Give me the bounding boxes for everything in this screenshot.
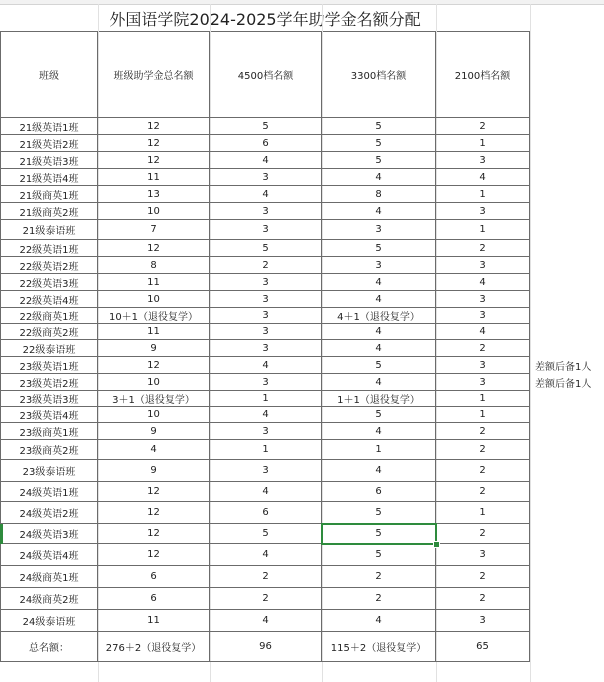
class-cell[interactable]: 24级英语1班: [0, 482, 98, 502]
total-quota-cell[interactable]: 9: [98, 423, 210, 440]
class-cell[interactable]: 23级英语1班: [0, 357, 98, 374]
tier-2100-cell[interactable]: 2: [436, 460, 530, 482]
tier-2100-cell[interactable]: 2: [436, 340, 530, 357]
total-quota-cell[interactable]: 12: [98, 482, 210, 502]
tier-3300-cell[interactable]: 5: [322, 407, 436, 423]
total-quota-cell[interactable]: 9: [98, 460, 210, 482]
tier-4500-cell[interactable]: 4: [210, 544, 322, 566]
tier-4500-cell[interactable]: 4: [210, 152, 322, 169]
total-quota-cell[interactable]: 12: [98, 524, 210, 544]
class-cell[interactable]: 21级英语1班: [0, 118, 98, 135]
class-cell[interactable]: 22级泰语班: [0, 340, 98, 357]
tier-4500-cell[interactable]: 4: [210, 186, 322, 203]
column-header[interactable]: 3300档名额: [322, 32, 436, 118]
column-header[interactable]: 2100档名额: [436, 32, 530, 118]
tier-4500-cell[interactable]: 5: [210, 240, 322, 257]
tier-4500-cell[interactable]: 5: [210, 118, 322, 135]
tier-3300-cell[interactable]: 3: [322, 257, 436, 274]
class-cell[interactable]: 22级英语2班: [0, 257, 98, 274]
tier-3300-cell[interactable]: 5: [322, 502, 436, 524]
tier-2100-cell[interactable]: 1: [436, 135, 530, 152]
tier-2100-cell[interactable]: 1: [436, 186, 530, 203]
total-quota-cell[interactable]: 10: [98, 291, 210, 308]
tier-2100-cell[interactable]: 2: [436, 566, 530, 588]
tier-3300-cell[interactable]: 1: [322, 440, 436, 460]
reserve-note[interactable]: 差额后备1人: [535, 361, 592, 373]
column-header[interactable]: 班级助学金总名额: [98, 32, 210, 118]
tier-4500-cell[interactable]: 2: [210, 566, 322, 588]
totals-cell[interactable]: 65: [436, 632, 530, 662]
class-cell[interactable]: 23级英语2班: [0, 374, 98, 391]
tier-4500-cell[interactable]: 3: [210, 274, 322, 291]
fill-handle[interactable]: [433, 541, 440, 548]
class-cell[interactable]: 21级英语3班: [0, 152, 98, 169]
active-row-marker: [0, 524, 3, 544]
tier-4500-cell[interactable]: 3: [210, 291, 322, 308]
tier-3300-cell[interactable]: 4: [322, 423, 436, 440]
tier-4500-cell[interactable]: 5: [210, 524, 322, 544]
tier-4500-cell[interactable]: 4: [210, 357, 322, 374]
total-quota-cell[interactable]: 9: [98, 340, 210, 357]
reserve-note[interactable]: 差额后备1人: [535, 378, 592, 390]
tier-4500-cell[interactable]: 4: [210, 610, 322, 632]
tier-3300-cell[interactable]: 4: [322, 291, 436, 308]
tier-4500-cell[interactable]: 1: [210, 440, 322, 460]
class-cell[interactable]: 21级英语2班: [0, 135, 98, 152]
class-cell[interactable]: 24级商英2班: [0, 588, 98, 610]
tier-4500-cell[interactable]: 3: [210, 308, 322, 324]
tier-3300-cell[interactable]: 4: [322, 340, 436, 357]
total-quota-cell[interactable]: 11: [98, 274, 210, 291]
total-quota-cell[interactable]: 7: [98, 220, 210, 240]
class-cell[interactable]: 24级英语2班: [0, 502, 98, 524]
tier-2100-cell[interactable]: 3: [436, 203, 530, 220]
tier-3300-cell[interactable]: 5: [322, 118, 436, 135]
total-quota-cell[interactable]: 11: [98, 610, 210, 632]
tier-2100-cell[interactable]: 2: [436, 588, 530, 610]
tier-3300-cell[interactable]: 4: [322, 324, 436, 340]
class-cell[interactable]: 22级英语1班: [0, 240, 98, 257]
tier-3300-cell[interactable]: 1＋1（退役复学）: [322, 391, 436, 407]
tier-3300-cell[interactable]: 4: [322, 203, 436, 220]
tier-3300-cell[interactable]: 5: [322, 152, 436, 169]
tier-3300-cell[interactable]: 4: [322, 274, 436, 291]
class-cell[interactable]: 22级商英1班: [0, 308, 98, 324]
totals-cell[interactable]: 96: [210, 632, 322, 662]
total-quota-cell[interactable]: 6: [98, 588, 210, 610]
tier-3300-cell[interactable]: 4: [322, 374, 436, 391]
total-quota-cell[interactable]: 11: [98, 324, 210, 340]
tier-3300-cell[interactable]: 5: [322, 544, 436, 566]
tier-2100-cell[interactable]: 3: [436, 544, 530, 566]
tier-4500-cell[interactable]: 6: [210, 135, 322, 152]
sheet-title[interactable]: 外国语学院2024-2025学年助学金名额分配: [0, 5, 530, 32]
total-quota-cell[interactable]: 6: [98, 566, 210, 588]
tier-3300-cell[interactable]: 5: [322, 524, 436, 544]
tier-4500-cell[interactable]: 3: [210, 324, 322, 340]
total-quota-cell[interactable]: 3＋1（退役复学）: [98, 391, 210, 407]
totals-cell[interactable]: 115＋2（退役复学）: [322, 632, 436, 662]
total-quota-cell[interactable]: 12: [98, 544, 210, 566]
tier-3300-cell[interactable]: 6: [322, 482, 436, 502]
tier-4500-cell[interactable]: 3: [210, 374, 322, 391]
total-quota-cell[interactable]: 10: [98, 407, 210, 423]
total-quota-cell[interactable]: 12: [98, 135, 210, 152]
total-quota-cell[interactable]: 12: [98, 357, 210, 374]
class-cell[interactable]: 24级商英1班: [0, 566, 98, 588]
class-cell[interactable]: 22级商英2班: [0, 324, 98, 340]
tier-2100-cell[interactable]: 3: [436, 291, 530, 308]
class-cell[interactable]: 24级英语4班: [0, 544, 98, 566]
class-cell[interactable]: 23级英语3班: [0, 391, 98, 407]
tier-3300-cell[interactable]: 5: [322, 357, 436, 374]
tier-4500-cell[interactable]: 6: [210, 502, 322, 524]
tier-2100-cell[interactable]: 2: [436, 423, 530, 440]
tier-2100-cell[interactable]: 2: [436, 524, 530, 544]
grid-line: [530, 4, 531, 682]
total-quota-cell[interactable]: 12: [98, 152, 210, 169]
column-header[interactable]: 班级: [0, 32, 98, 118]
tier-2100-cell[interactable]: 2: [436, 118, 530, 135]
tier-4500-cell[interactable]: 3: [210, 220, 322, 240]
total-quota-cell[interactable]: 12: [98, 118, 210, 135]
tier-4500-cell[interactable]: 3: [210, 203, 322, 220]
class-cell[interactable]: 22级英语3班: [0, 274, 98, 291]
tier-2100-cell[interactable]: 4: [436, 274, 530, 291]
class-cell[interactable]: 23级英语4班: [0, 407, 98, 423]
tier-3300-cell[interactable]: 4: [322, 610, 436, 632]
tier-2100-cell[interactable]: 2: [436, 440, 530, 460]
total-quota-cell[interactable]: 13: [98, 186, 210, 203]
column-header[interactable]: 4500档名额: [210, 32, 322, 118]
tier-4500-cell[interactable]: 4: [210, 482, 322, 502]
tier-4500-cell[interactable]: 1: [210, 391, 322, 407]
tier-2100-cell[interactable]: 4: [436, 324, 530, 340]
total-quota-cell[interactable]: 12: [98, 502, 210, 524]
tier-2100-cell[interactable]: 1: [436, 502, 530, 524]
tier-4500-cell[interactable]: 4: [210, 407, 322, 423]
class-cell[interactable]: 22级英语4班: [0, 291, 98, 308]
tier-4500-cell[interactable]: 3: [210, 340, 322, 357]
tier-2100-cell[interactable]: 3: [436, 374, 530, 391]
tier-3300-cell[interactable]: 5: [322, 135, 436, 152]
tier-2100-cell[interactable]: 2: [436, 240, 530, 257]
tier-3300-cell[interactable]: 4＋1（退役复学）: [322, 308, 436, 324]
total-quota-cell[interactable]: 8: [98, 257, 210, 274]
tier-3300-cell[interactable]: 8: [322, 186, 436, 203]
total-quota-cell[interactable]: 11: [98, 169, 210, 186]
tier-2100-cell[interactable]: 1: [436, 407, 530, 423]
tier-3300-cell[interactable]: 5: [322, 240, 436, 257]
total-quota-cell[interactable]: 10: [98, 374, 210, 391]
totals-cell[interactable]: 276＋2（退役复学）: [98, 632, 210, 662]
tier-3300-cell[interactable]: 4: [322, 169, 436, 186]
total-quota-cell[interactable]: 12: [98, 240, 210, 257]
tier-4500-cell[interactable]: 3: [210, 169, 322, 186]
tier-2100-cell[interactable]: 3: [436, 257, 530, 274]
class-cell[interactable]: 21级商英2班: [0, 203, 98, 220]
tier-4500-cell[interactable]: 2: [210, 588, 322, 610]
total-quota-cell[interactable]: 10: [98, 203, 210, 220]
tier-3300-cell[interactable]: 4: [322, 460, 436, 482]
total-quota-cell[interactable]: 4: [98, 440, 210, 460]
tier-2100-cell[interactable]: 1: [436, 220, 530, 240]
class-cell[interactable]: 21级商英1班: [0, 186, 98, 203]
tier-4500-cell[interactable]: 3: [210, 460, 322, 482]
tier-2100-cell[interactable]: 4: [436, 169, 530, 186]
class-cell[interactable]: 21级英语4班: [0, 169, 98, 186]
class-cell[interactable]: 24级泰语班: [0, 610, 98, 632]
selected-cell-outline: [321, 523, 437, 545]
tier-4500-cell[interactable]: 3: [210, 423, 322, 440]
tier-4500-cell[interactable]: 2: [210, 257, 322, 274]
tier-2100-cell[interactable]: 3: [436, 308, 530, 324]
class-cell[interactable]: 23级泰语班: [0, 460, 98, 482]
tier-2100-cell[interactable]: 2: [436, 482, 530, 502]
tier-2100-cell[interactable]: 3: [436, 610, 530, 632]
tier-3300-cell[interactable]: 3: [322, 220, 436, 240]
class-cell[interactable]: 23级商英2班: [0, 440, 98, 460]
tier-2100-cell[interactable]: 1: [436, 391, 530, 407]
tier-3300-cell[interactable]: 2: [322, 588, 436, 610]
total-quota-cell[interactable]: 10＋1（退役复学）: [98, 308, 210, 324]
tier-2100-cell[interactable]: 3: [436, 357, 530, 374]
class-cell[interactable]: 21级泰语班: [0, 220, 98, 240]
class-cell[interactable]: 23级商英1班: [0, 423, 98, 440]
totals-label[interactable]: 总名额：: [0, 632, 98, 662]
class-cell[interactable]: 24级英语3班: [0, 524, 98, 544]
tier-2100-cell[interactable]: 3: [436, 152, 530, 169]
tier-3300-cell[interactable]: 2: [322, 566, 436, 588]
